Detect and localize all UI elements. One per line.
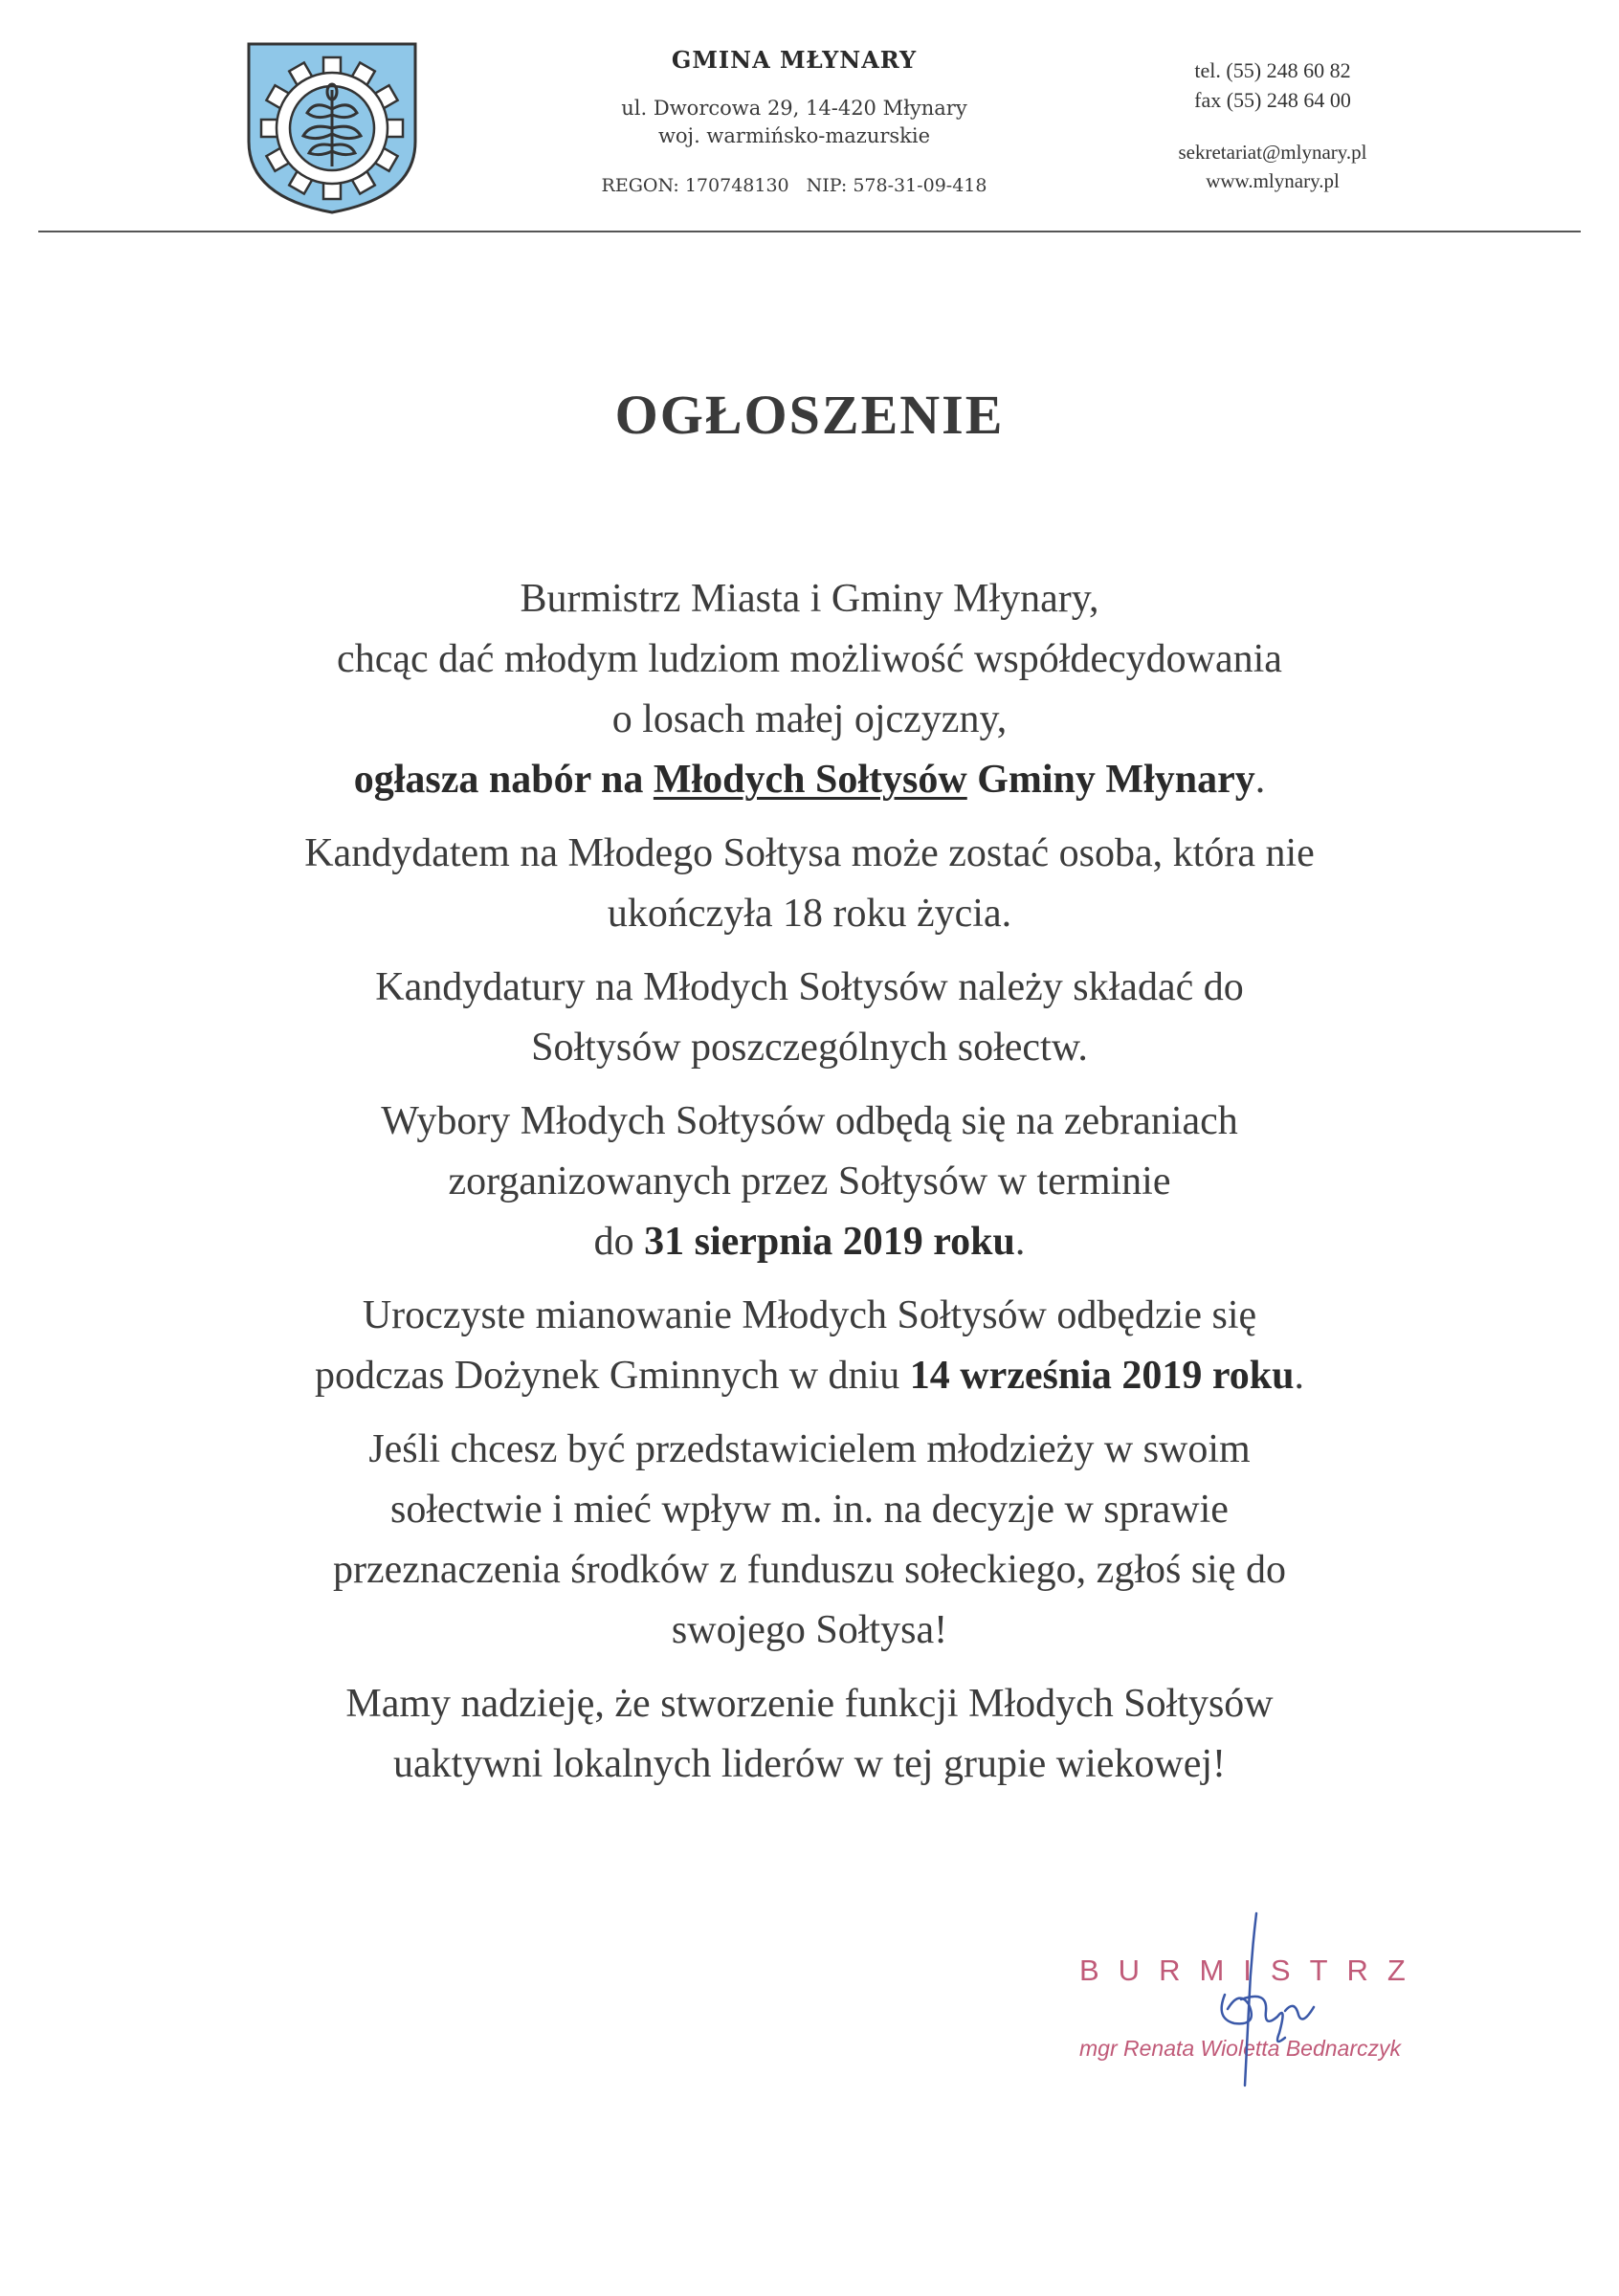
header-divider: [38, 231, 1581, 232]
text-line: Sołtysów poszczególnych sołectw.: [531, 1026, 1088, 1070]
paragraph-closing: [144, 1674, 1475, 1795]
text-line: zorganizowanych przez Sołtysów w terminie: [448, 1159, 1171, 1203]
announcement-body: [144, 569, 1475, 1808]
bold-text: ogłasza nabór na: [353, 758, 654, 802]
text-line: Mamy nadzieję, że stworzenie funkcji Młodych Sołtysów: [345, 1682, 1274, 1726]
letterhead-contact: [1110, 55, 1435, 195]
handwritten-signature-icon: [1182, 1904, 1373, 2095]
punctuation: .: [1014, 1220, 1026, 1264]
nip-number: NIP: 578-31-09-418: [806, 175, 987, 196]
website-link[interactable]: www.mlynary.pl: [1206, 169, 1340, 192]
punctuation: .: [1254, 758, 1266, 802]
address-line-2: woj. warmińsko-mazurskie: [657, 124, 931, 147]
text-line: Uroczyste mianowanie Młodych Sołtysów odbędzie się: [362, 1293, 1257, 1337]
text-line: sołectwie i mieć wpływ m. in. na decyzje w sprawie: [390, 1488, 1229, 1532]
paragraph-submission: [144, 958, 1475, 1078]
text-line: o losach małej ojczyzny,: [611, 697, 1008, 741]
text-line: podczas Dożynek Gminnych w dniu: [315, 1354, 910, 1398]
paragraph-intro: [144, 569, 1475, 810]
letterhead-center: [565, 46, 1024, 196]
paragraph-invitation: [144, 1420, 1475, 1661]
document-title: OGŁOSZENIE: [614, 384, 1005, 446]
punctuation: .: [1294, 1354, 1304, 1398]
text-line: uaktywni lokalnych liderów w tej grupie wiekowej!: [392, 1742, 1227, 1786]
address-line-1: ul. Dworcowa 29, 14-420 Młynary: [621, 97, 967, 120]
coat-of-arms-icon: [237, 36, 427, 216]
text-line: Kandydatem na Młodego Sołtysa może zostać osoba, która nie: [304, 831, 1315, 875]
organization-name: GMINA MŁYNARY: [671, 46, 918, 74]
text-line: Kandydatury na Młodych Sołtysów należy składać do: [375, 965, 1244, 1009]
text-line: do: [593, 1220, 645, 1264]
text-line: Jeśli chcesz być przedstawicielem młodzieży w swoim: [368, 1427, 1251, 1471]
ceremony-date: 14 września 2019 roku: [909, 1354, 1295, 1398]
paragraph-eligibility: [144, 824, 1475, 944]
regon-number: REGON: 170748130: [601, 175, 789, 196]
text-line: chcąc dać młodym ludziom możliwość współdecydowania: [337, 637, 1282, 681]
text-line: Burmistrz Miasta i Gminy Młynary,: [520, 577, 1099, 621]
text-line: przeznaczenia środków z funduszu sołeckiego, zgłoś się do: [333, 1548, 1286, 1592]
phone-number: tel. (55) 248 60 82: [1194, 58, 1351, 82]
fax-number: fax (55) 248 64 00: [1194, 88, 1351, 112]
bold-text: Gminy Młynary: [966, 758, 1255, 802]
deadline-date: 31 sierpnia 2019 roku: [644, 1220, 1015, 1264]
paragraph-ceremony: [144, 1286, 1475, 1406]
email-link[interactable]: sekretariat@mlynary.pl: [1178, 141, 1367, 164]
paragraph-elections: [144, 1092, 1475, 1272]
underlined-text: Młodych Sołtysów: [653, 758, 967, 802]
signatory-name-stamp: mgr Renata Wioletta Bednarczyk: [1079, 2036, 1401, 2061]
registration-numbers: [565, 175, 1024, 196]
signature-title-stamp: BURMISTRZ: [1079, 1954, 1425, 1987]
text-line: Wybory Młodych Sołtysów odbędą się na zebraniach: [381, 1099, 1238, 1143]
text-line: swojego Sołtysa!: [671, 1608, 948, 1652]
text-line: ukończyła 18 roku życia.: [607, 892, 1012, 936]
